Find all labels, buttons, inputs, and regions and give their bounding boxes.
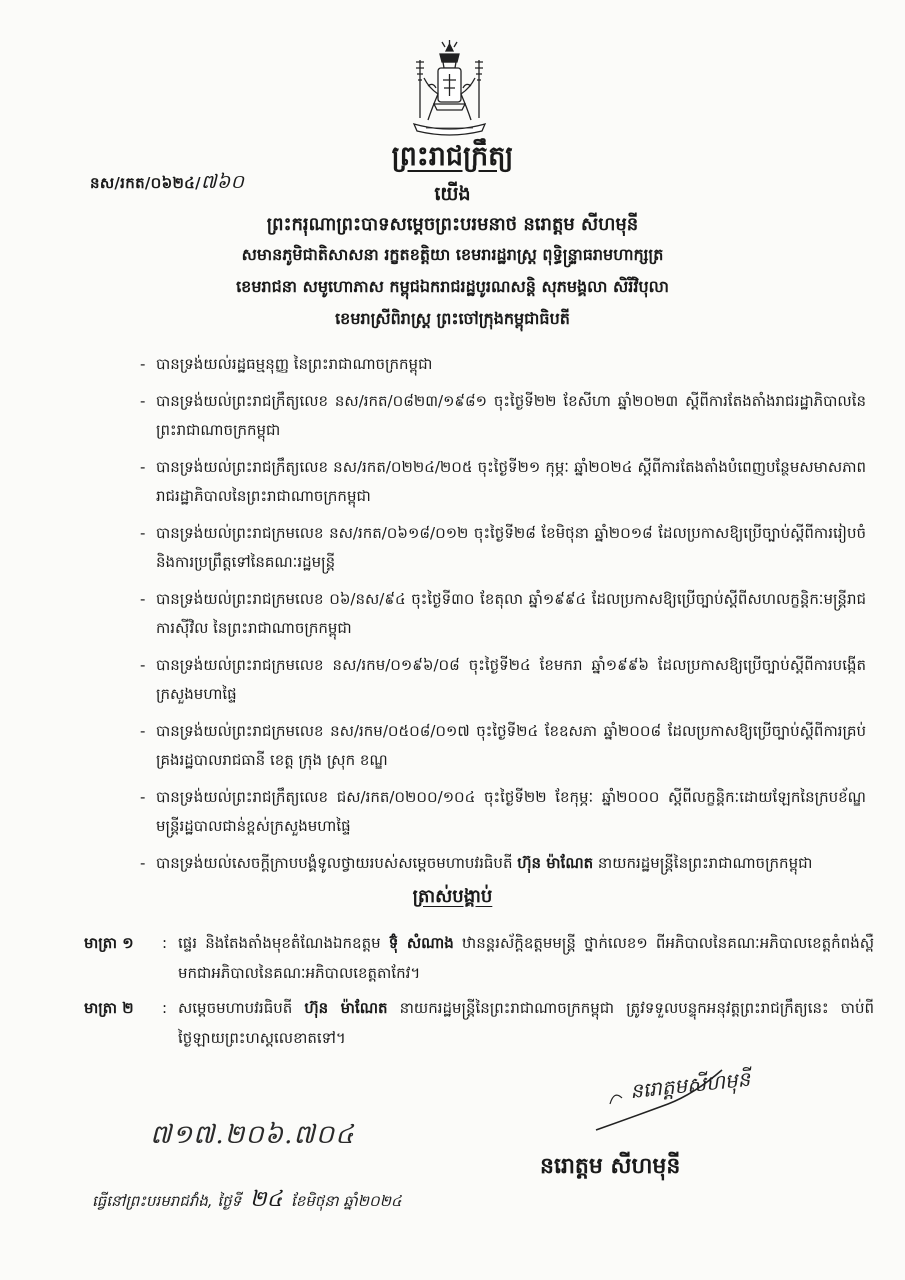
- appointee-name: ទ៊ុំ សំណាង: [388, 934, 454, 952]
- signer-name: នរោត្តម សីហមុនី: [540, 1154, 681, 1179]
- prime-minister-name: ហ៊ុន ម៉ាណែត: [304, 999, 388, 1017]
- article-text-part: ផ្ទេរ និងតែងតាំងមុខតំណែងឯកឧត្តម: [178, 934, 389, 952]
- footer-day-handwritten: ២៤: [249, 1187, 283, 1212]
- article-label: មាត្រា ២: [84, 999, 134, 1017]
- royal-coat-of-arms-icon: [402, 38, 497, 138]
- preamble-item: - បានទ្រង់យល់ព្រះរាជក្រឹត្យលេខ ជស/រកត/០២០០/១០៤ ចុះថ្ងៃទី២២ ខែកុម្ភៈ ឆ្នាំ២០០០ ស្តីពីលក្ខន្តិកៈដោយឡែកនៃក្របខ័ណ្ឌមន្ត្រីរដ្ឋបាលជាន់ខ្ពស់ក្រសួងមហាផ្ទៃ: [136, 783, 866, 841]
- article-text-part: ឋានន្តរស័ក្តិឧត្តមមន្ត្រី ថ្នាក់លេខ១ ពីអភិបាលនៃគណៈអភិបាលខេត្តកំពង់ស្ពឺ មកជាអភិបាលនៃគណៈអភិបាលខេត្តតាកែវ។: [178, 934, 874, 982]
- article-text-part: នាយករដ្ឋមន្ត្រីនៃព្រះរាជាណាចក្រកម្ពុជា ត្រូវទទួលបន្ទុកអនុវត្តព្រះរាជក្រឹត្យនេះ ចាប់ពីថ្ងៃឡាយព្រះហស្តលេខាតទៅ។: [178, 999, 875, 1047]
- decree-title: ព្រះរាជក្រឹត្យ: [391, 141, 514, 172]
- preamble-item-text: បានទ្រង់យល់សេចក្តីក្រាបបង្គំទូលថ្វាយរបស់សម្តេចមហាបវរធិបតី: [156, 854, 518, 872]
- article-text: [178, 993, 874, 1053]
- article-1: [84, 928, 874, 988]
- royal-titles-line-3: ខេមរាស្រីពិរាស្ត្រ ព្រះចៅក្រុងកម្ពុជាធិបតី: [335, 309, 570, 328]
- article-text-part: សម្តេចមហាបវរធិបតី: [178, 999, 305, 1017]
- we-heading: យើង: [434, 183, 471, 205]
- preamble-item-text: នាយករដ្ឋមន្ត្រីនៃព្រះរាជាណាចក្រកម្ពុជា: [593, 854, 813, 872]
- preamble-item: - បានទ្រង់យល់ព្រះរាជក្រឹត្យលេខ នស/រកត/០៨២៣/១៩៨១ ចុះថ្ងៃទី២២ ខែសីហា ឆ្នាំ២០២៣ ស្តីពីការតែងតាំងរាជរដ្ឋាភិបាលនៃព្រះរាជាណាចក្រកម្ពុជា: [136, 387, 866, 445]
- preamble-item: - បានទ្រង់យល់ព្រះរាជក្រមលេខ ០៦/នស/៩៤ ចុះថ្ងៃទី៣០ ខែតុលា ឆ្នាំ១៩៩៤ ដែលប្រកាសឱ្យប្រើច្បាប់ស្តីពីសហលក្ខន្តិកៈមន្ត្រីរាជការស៊ីវិល នៃព្រះរាជាណាចក្រកម្ពុជា: [136, 585, 866, 643]
- handwritten-signature: នរោត្តមសីហមុនី: [628, 1066, 752, 1104]
- prime-minister-name: ហ៊ុន ម៉ាណែត: [517, 854, 594, 872]
- preamble-item: - បានទ្រង់យល់ព្រះរាជក្រឹត្យលេខ នស/រកត/០២២៤/២០៥ ចុះថ្ងៃទី២១ កុម្ភៈ ឆ្នាំ២០២៤ ស្តីពីការតែងតាំងបំពេញបន្ថែមសមាសភាពរាជរដ្ឋាភិបាលនៃព្រះរាជាណាចក្រកម្ពុជា: [136, 453, 866, 511]
- order-heading: ត្រាស់បង្គាប់: [412, 886, 493, 907]
- royal-titles-line-1: សមានភូមិជាតិសាសនា រក្ខតខត្តិយា ខេមរារដ្ឋរាស្ត្រ ពុទ្ធិន្ទ្រាធរាមហាក្សត្រ: [241, 245, 664, 264]
- footer-place-day: ធ្វើនៅព្រះបរមរាជវាំង, ថ្ងៃទី: [92, 1192, 242, 1210]
- reference-number-handwritten: ៧៦០: [200, 171, 245, 193]
- article-2: [84, 993, 874, 1053]
- preamble-item: - បានទ្រង់យល់ព្រះរាជក្រមលេខ នស/រកម/០១៩៦/០៨ ចុះថ្ងៃទី២៤ ខែមករា ឆ្នាំ១៩៩៦ ដែលប្រកាសឱ្យប្រើច្បាប់ស្តីពីការបង្កើតក្រសួងមហាផ្ទៃ: [136, 651, 866, 709]
- article-text: [178, 928, 874, 988]
- preamble-item: - បានទ្រង់យល់ព្រះរាជក្រមលេខ នស/រកត/០៦១៨/០១២ ចុះថ្ងៃទី២៨ ខែមិថុនា ឆ្នាំ២០១៨ ដែលប្រកាសឱ្យប្រើច្បាប់ស្តីពីការរៀបចំ និងការប្រព្រឹត្តទៅនៃគណៈរដ្ឋមន្ត្រី: [136, 519, 866, 577]
- article-colon: :: [162, 934, 168, 952]
- article-label: មាត្រា ១: [84, 934, 134, 952]
- footer-date: [92, 1185, 402, 1217]
- footer-month-year: ខែមិថុនា ឆ្នាំ២០២៤: [290, 1192, 402, 1210]
- preamble-item: - បានទ្រង់យល់រដ្ឋធម្មនុញ្ញ នៃព្រះរាជាណាចក្រកម្ពុជា: [136, 350, 866, 379]
- preamble-list: [136, 350, 866, 886]
- preamble-item: [136, 849, 866, 878]
- king-name-line: ព្រះករុណាព្រះបាទសម្តេចព្រះបរមនាថ នរោត្តម សីហមុនី: [266, 214, 639, 235]
- preamble-item: - បានទ្រង់យល់ព្រះរាជក្រមលេខ នស/រកម/០៥០៨/០១៧ ចុះថ្ងៃទី២៤ ខែឧសភា ឆ្នាំ២០០៨ ដែលប្រកាសឱ្យប្រើច្បាប់ស្តីពីការគ្រប់គ្រងរដ្ឋបាលរាជធានី ខេត្ត ក្រុង ស្រុក ខណ្ឌ: [136, 717, 866, 775]
- royal-titles-line-2: ខេមរាជនា សមូហោភាស កម្ពុជឯករាជរដ្ឋបូរណសន្តិ សុភមង្គលា សិរីវិបុលា: [236, 277, 669, 296]
- reference-number-printed: នស/រកត/០៦២៤/: [90, 174, 201, 192]
- handwritten-date: ៧១៧.២០៦.៧០៤: [150, 1120, 355, 1150]
- article-colon: :: [162, 999, 168, 1017]
